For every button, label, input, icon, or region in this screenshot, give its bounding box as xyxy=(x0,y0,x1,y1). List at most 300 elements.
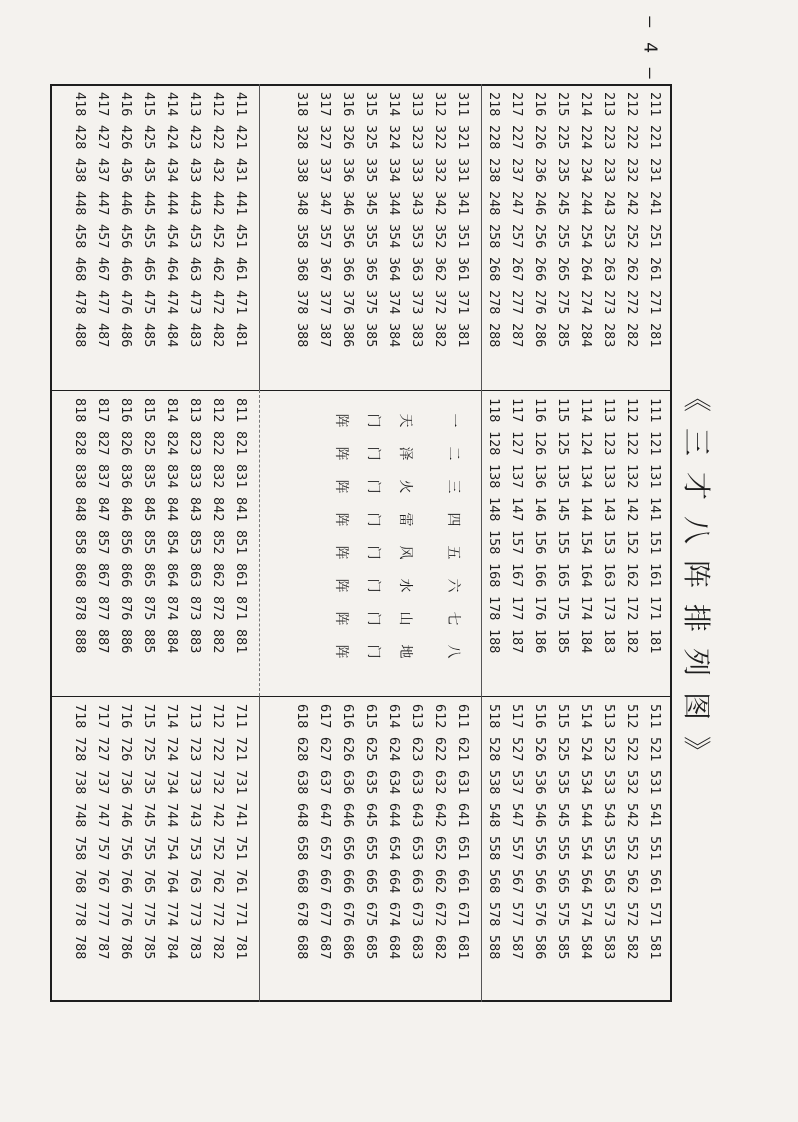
number-cell: 534 xyxy=(578,770,594,795)
number-cell: 138 xyxy=(486,464,502,489)
number-cell: 845 xyxy=(141,497,157,522)
number-row xyxy=(360,92,382,351)
number-cell: 313 xyxy=(409,92,425,117)
number-cell: 353 xyxy=(409,224,425,249)
number-cell: 241 xyxy=(647,191,663,216)
number-cell: 472 xyxy=(210,290,226,315)
number-cell: 312 xyxy=(432,92,448,117)
number-cell: 221 xyxy=(647,125,663,150)
number-cell: 434 xyxy=(164,158,180,183)
number-row xyxy=(161,398,183,657)
number-cell: 883 xyxy=(187,629,203,654)
number-cell: 237 xyxy=(509,158,525,183)
number-cell: 623 xyxy=(409,737,425,762)
number-cell: 135 xyxy=(555,464,571,489)
column-divider-2 xyxy=(50,696,672,697)
number-cell: 426 xyxy=(118,125,134,150)
number-cell: 464 xyxy=(164,257,180,282)
number-cell: 728 xyxy=(72,737,88,762)
number-cell: 456 xyxy=(118,224,134,249)
number-cell: 134 xyxy=(578,464,594,489)
number-cell: 877 xyxy=(95,596,111,621)
legend-glyph: 七 xyxy=(445,611,461,626)
formation-row xyxy=(330,404,354,668)
number-cell: 265 xyxy=(555,257,571,282)
number-cell: 411 xyxy=(233,92,249,117)
number-cell: 543 xyxy=(601,803,617,828)
number-cell: 852 xyxy=(210,530,226,555)
number-cell: 514 xyxy=(578,704,594,729)
number-cell: 571 xyxy=(647,902,663,927)
number-cell: 362 xyxy=(432,257,448,282)
number-cell: 154 xyxy=(578,530,594,555)
number-cell: 385 xyxy=(363,323,379,348)
number-cell: 246 xyxy=(532,191,548,216)
number-cell: 651 xyxy=(455,836,471,861)
legend-glyph: 阵 xyxy=(333,512,349,527)
number-row xyxy=(552,398,574,657)
legend-glyph: 阵 xyxy=(333,545,349,560)
number-cell: 667 xyxy=(317,869,333,894)
number-cell: 458 xyxy=(72,224,88,249)
number-row xyxy=(529,92,551,351)
number-cell: 821 xyxy=(233,431,249,456)
number-cell: 686 xyxy=(340,935,356,960)
number-cell: 238 xyxy=(486,158,502,183)
number-cell: 813 xyxy=(187,398,203,423)
number-cell: 841 xyxy=(233,497,249,522)
number-cell: 346 xyxy=(340,191,356,216)
number-cell: 721 xyxy=(233,737,249,762)
number-cell: 217 xyxy=(509,92,525,117)
number-cell: 185 xyxy=(555,629,571,654)
legend-glyph: 门 xyxy=(365,578,381,593)
number-row xyxy=(92,92,114,351)
number-row xyxy=(529,704,551,963)
number-cell: 524 xyxy=(578,737,594,762)
number-cell: 743 xyxy=(187,803,203,828)
number-cell: 311 xyxy=(455,92,471,117)
number-cell: 522 xyxy=(624,737,640,762)
number-row xyxy=(506,704,528,963)
number-cell: 374 xyxy=(386,290,402,315)
number-cell: 566 xyxy=(532,869,548,894)
number-cell: 731 xyxy=(233,770,249,795)
number-cell: 885 xyxy=(141,629,157,654)
number-cell: 766 xyxy=(118,869,134,894)
legend-glyph: 门 xyxy=(365,413,381,428)
legend-glyph: 泽 xyxy=(397,446,413,461)
number-cell: 746 xyxy=(118,803,134,828)
number-cell: 688 xyxy=(294,935,310,960)
number-cell: 834 xyxy=(164,464,180,489)
number-cell: 484 xyxy=(164,323,180,348)
number-cell: 318 xyxy=(294,92,310,117)
number-cell: 846 xyxy=(118,497,134,522)
legend-glyph: 水 xyxy=(397,578,413,593)
number-cell: 585 xyxy=(555,935,571,960)
number-cell: 314 xyxy=(386,92,402,117)
number-cell: 433 xyxy=(187,158,203,183)
number-cell: 763 xyxy=(187,869,203,894)
number-row xyxy=(429,92,451,351)
number-cell: 273 xyxy=(601,290,617,315)
number-cell: 165 xyxy=(555,563,571,588)
legend-glyph: 天 xyxy=(397,413,413,428)
number-cell: 364 xyxy=(386,257,402,282)
number-row xyxy=(161,92,183,351)
number-row xyxy=(337,92,359,351)
number-row xyxy=(644,398,666,657)
number-cell: 157 xyxy=(509,530,525,555)
number-cell: 277 xyxy=(509,290,525,315)
number-cell: 645 xyxy=(363,803,379,828)
number-cell: 644 xyxy=(386,803,402,828)
number-cell: 632 xyxy=(432,770,448,795)
number-cell: 867 xyxy=(95,563,111,588)
number-cell: 564 xyxy=(578,869,594,894)
number-cell: 226 xyxy=(532,125,548,150)
number-row xyxy=(575,704,597,963)
number-cell: 267 xyxy=(509,257,525,282)
number-cell: 343 xyxy=(409,191,425,216)
number-cell: 588 xyxy=(486,935,502,960)
number-cell: 753 xyxy=(187,836,203,861)
legend-glyph: 五 xyxy=(445,545,461,560)
number-cell: 758 xyxy=(72,836,88,861)
number-cell: 131 xyxy=(647,464,663,489)
legend-glyph: 门 xyxy=(365,446,381,461)
number-cell: 576 xyxy=(532,902,548,927)
page-number: — 4 — xyxy=(639,16,661,81)
number-cell: 245 xyxy=(555,191,571,216)
number-cell: 462 xyxy=(210,257,226,282)
number-cell: 412 xyxy=(210,92,226,117)
number-cell: 323 xyxy=(409,125,425,150)
number-row xyxy=(598,704,620,963)
number-cell: 622 xyxy=(432,737,448,762)
number-row xyxy=(138,92,160,351)
number-cell: 886 xyxy=(118,629,134,654)
trigram-legend xyxy=(264,390,474,696)
number-cell: 536 xyxy=(532,770,548,795)
number-cell: 274 xyxy=(578,290,594,315)
number-cell: 234 xyxy=(578,158,594,183)
number-cell: 111 xyxy=(647,398,663,423)
separator-b5-b6 xyxy=(481,696,482,1002)
number-row xyxy=(230,398,252,657)
number-row xyxy=(429,704,451,963)
number-cell: 635 xyxy=(363,770,379,795)
number-cell: 365 xyxy=(363,257,379,282)
table-title: 《三才八阵排列图》 xyxy=(680,384,713,781)
number-cell: 377 xyxy=(317,290,333,315)
number-cell: 767 xyxy=(95,869,111,894)
number-cell: 113 xyxy=(601,398,617,423)
number-cell: 453 xyxy=(187,224,203,249)
number-cell: 247 xyxy=(509,191,525,216)
number-row xyxy=(115,704,137,963)
number-cell: 817 xyxy=(95,398,111,423)
number-cell: 132 xyxy=(624,464,640,489)
number-cell: 625 xyxy=(363,737,379,762)
number-row xyxy=(291,92,313,351)
number-cell: 444 xyxy=(164,191,180,216)
number-cell: 874 xyxy=(164,596,180,621)
number-cell: 511 xyxy=(647,704,663,729)
number-cell: 656 xyxy=(340,836,356,861)
number-cell: 272 xyxy=(624,290,640,315)
number-cell: 523 xyxy=(601,737,617,762)
legend-glyph: 门 xyxy=(365,611,381,626)
number-cell: 586 xyxy=(532,935,548,960)
number-cell: 673 xyxy=(409,902,425,927)
number-cell: 455 xyxy=(141,224,157,249)
number-cell: 882 xyxy=(210,629,226,654)
number-cell: 854 xyxy=(164,530,180,555)
number-cell: 254 xyxy=(578,224,594,249)
number-cell: 476 xyxy=(118,290,134,315)
number-cell: 345 xyxy=(363,191,379,216)
number-cell: 537 xyxy=(509,770,525,795)
number-cell: 727 xyxy=(95,737,111,762)
number-row xyxy=(314,92,336,351)
number-cell: 654 xyxy=(386,836,402,861)
number-cell: 578 xyxy=(486,902,502,927)
number-cell: 582 xyxy=(624,935,640,960)
formation-table xyxy=(50,84,713,1002)
number-cell: 262 xyxy=(624,257,640,282)
number-cell: 231 xyxy=(647,158,663,183)
number-cell: 844 xyxy=(164,497,180,522)
number-cell: 117 xyxy=(509,398,525,423)
number-cell: 562 xyxy=(624,869,640,894)
number-cell: 315 xyxy=(363,92,379,117)
separator-b6-b7 xyxy=(259,696,260,1002)
number-cell: 225 xyxy=(555,125,571,150)
number-cell: 243 xyxy=(601,191,617,216)
number-cell: 531 xyxy=(647,770,663,795)
number-cell: 152 xyxy=(624,530,640,555)
number-cell: 614 xyxy=(386,704,402,729)
number-cell: 866 xyxy=(118,563,134,588)
number-row xyxy=(529,398,551,657)
number-cell: 128 xyxy=(486,431,502,456)
number-cell: 816 xyxy=(118,398,134,423)
number-cell: 211 xyxy=(647,92,663,117)
legend-glyph: 山 xyxy=(397,611,413,626)
number-cell: 354 xyxy=(386,224,402,249)
number-cell: 452 xyxy=(210,224,226,249)
number-cell: 857 xyxy=(95,530,111,555)
number-cell: 133 xyxy=(601,464,617,489)
number-cell: 545 xyxy=(555,803,571,828)
number-cell: 876 xyxy=(118,596,134,621)
number-cell: 551 xyxy=(647,836,663,861)
number-cell: 661 xyxy=(455,869,471,894)
number-cell: 235 xyxy=(555,158,571,183)
number-cell: 126 xyxy=(532,431,548,456)
number-cell: 641 xyxy=(455,803,471,828)
number-cell: 788 xyxy=(72,935,88,960)
number-cell: 466 xyxy=(118,257,134,282)
number-cell: 386 xyxy=(340,323,356,348)
number-cell: 762 xyxy=(210,869,226,894)
legend-glyph: 雷 xyxy=(397,512,413,527)
number-cell: 253 xyxy=(601,224,617,249)
number-row xyxy=(115,398,137,657)
number-cell: 765 xyxy=(141,869,157,894)
number-cell: 421 xyxy=(233,125,249,150)
number-cell: 417 xyxy=(95,92,111,117)
number-cell: 742 xyxy=(210,803,226,828)
number-cell: 186 xyxy=(532,629,548,654)
number-row xyxy=(575,398,597,657)
number-cell: 381 xyxy=(455,323,471,348)
number-cell: 326 xyxy=(340,125,356,150)
legend-glyph: 阵 xyxy=(333,578,349,593)
number-cell: 774 xyxy=(164,902,180,927)
number-cell: 775 xyxy=(141,902,157,927)
number-cell: 783 xyxy=(187,935,203,960)
number-cell: 828 xyxy=(72,431,88,456)
number-cell: 352 xyxy=(432,224,448,249)
number-cell: 517 xyxy=(509,704,525,729)
number-cell: 487 xyxy=(95,323,111,348)
number-cell: 747 xyxy=(95,803,111,828)
number-cell: 463 xyxy=(187,257,203,282)
legend-glyph: 阵 xyxy=(333,644,349,659)
number-cell: 555 xyxy=(555,836,571,861)
number-cell: 416 xyxy=(118,92,134,117)
number-cell: 333 xyxy=(409,158,425,183)
number-cell: 724 xyxy=(164,737,180,762)
number-cell: 483 xyxy=(187,323,203,348)
number-cell: 751 xyxy=(233,836,249,861)
number-row xyxy=(621,398,643,657)
number-row xyxy=(138,398,160,657)
number-cell: 833 xyxy=(187,464,203,489)
number-cell: 862 xyxy=(210,563,226,588)
number-cell: 558 xyxy=(486,836,502,861)
number-cell: 441 xyxy=(233,191,249,216)
number-cell: 784 xyxy=(164,935,180,960)
number-cell: 342 xyxy=(432,191,448,216)
number-cell: 722 xyxy=(210,737,226,762)
number-cell: 863 xyxy=(187,563,203,588)
number-cell: 538 xyxy=(486,770,502,795)
number-cell: 227 xyxy=(509,125,525,150)
number-cell: 376 xyxy=(340,290,356,315)
number-cell: 812 xyxy=(210,398,226,423)
number-cell: 355 xyxy=(363,224,379,249)
number-cell: 652 xyxy=(432,836,448,861)
number-cell: 148 xyxy=(486,497,502,522)
number-cell: 143 xyxy=(601,497,617,522)
number-cell: 378 xyxy=(294,290,310,315)
number-cell: 663 xyxy=(409,869,425,894)
number-cell: 375 xyxy=(363,290,379,315)
number-cell: 884 xyxy=(164,629,180,654)
number-cell: 171 xyxy=(647,596,663,621)
number-cell: 257 xyxy=(509,224,525,249)
number-cell: 155 xyxy=(555,530,571,555)
number-cell: 541 xyxy=(647,803,663,828)
number-cell: 383 xyxy=(409,323,425,348)
number-cell: 388 xyxy=(294,323,310,348)
number-cell: 233 xyxy=(601,158,617,183)
number-row xyxy=(383,704,405,963)
number-cell: 822 xyxy=(210,431,226,456)
number-row xyxy=(552,704,574,963)
number-cell: 528 xyxy=(486,737,502,762)
number-cell: 436 xyxy=(118,158,134,183)
number-cell: 581 xyxy=(647,935,663,960)
number-cell: 855 xyxy=(141,530,157,555)
number-cell: 481 xyxy=(233,323,249,348)
numeral-row xyxy=(442,404,466,668)
number-cell: 216 xyxy=(532,92,548,117)
number-cell: 175 xyxy=(555,596,571,621)
number-cell: 881 xyxy=(233,629,249,654)
number-cell: 285 xyxy=(555,323,571,348)
number-cell: 716 xyxy=(118,704,134,729)
number-cell: 865 xyxy=(141,563,157,588)
number-cell: 162 xyxy=(624,563,640,588)
number-cell: 887 xyxy=(95,629,111,654)
gate-row xyxy=(362,404,386,668)
number-cell: 316 xyxy=(340,92,356,117)
number-cell: 215 xyxy=(555,92,571,117)
number-cell: 147 xyxy=(509,497,525,522)
number-cell: 328 xyxy=(294,125,310,150)
number-cell: 542 xyxy=(624,803,640,828)
number-row xyxy=(406,92,428,351)
number-cell: 435 xyxy=(141,158,157,183)
number-cell: 741 xyxy=(233,803,249,828)
number-cell: 473 xyxy=(187,290,203,315)
number-cell: 871 xyxy=(233,596,249,621)
number-cell: 356 xyxy=(340,224,356,249)
number-cell: 711 xyxy=(233,704,249,729)
number-cell: 373 xyxy=(409,290,425,315)
separator-legend-b8 xyxy=(259,390,260,696)
number-cell: 745 xyxy=(141,803,157,828)
number-cell: 657 xyxy=(317,836,333,861)
number-cell: 568 xyxy=(486,869,502,894)
number-cell: 837 xyxy=(95,464,111,489)
number-cell: 358 xyxy=(294,224,310,249)
number-cell: 252 xyxy=(624,224,640,249)
number-cell: 427 xyxy=(95,125,111,150)
number-cell: 213 xyxy=(601,92,617,117)
number-cell: 425 xyxy=(141,125,157,150)
number-cell: 675 xyxy=(363,902,379,927)
number-cell: 264 xyxy=(578,257,594,282)
number-row xyxy=(92,398,114,657)
number-cell: 772 xyxy=(210,902,226,927)
number-cell: 723 xyxy=(187,737,203,762)
number-cell: 477 xyxy=(95,290,111,315)
number-cell: 617 xyxy=(317,704,333,729)
number-cell: 646 xyxy=(340,803,356,828)
number-cell: 325 xyxy=(363,125,379,150)
number-cell: 544 xyxy=(578,803,594,828)
number-cell: 488 xyxy=(72,323,88,348)
number-cell: 282 xyxy=(624,323,640,348)
number-cell: 823 xyxy=(187,431,203,456)
number-cell: 153 xyxy=(601,530,617,555)
